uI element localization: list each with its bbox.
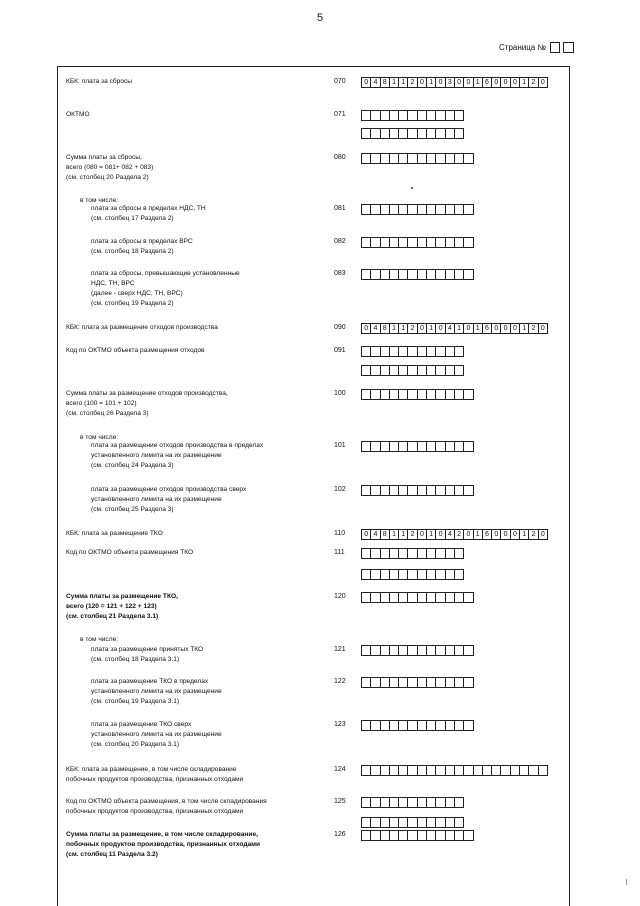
line-code: 100: [334, 390, 346, 397]
digit-cell[interactable]: 1: [426, 529, 436, 540]
field-label-line: всего (100 = 101 + 102): [66, 400, 137, 407]
field-label-line: плата за размещение отходов производства в пределах: [91, 442, 264, 449]
field-label: [91, 485, 246, 515]
field-label-line: плата за размещение отходов производства сверх: [91, 486, 247, 493]
line-code: 071: [334, 111, 346, 118]
field-label: [91, 204, 206, 224]
page-cell[interactable]: [550, 42, 560, 53]
field-label-line: КБК: плата за размещение, в том числе складирование: [66, 766, 237, 773]
scan-mark: [626, 879, 627, 885]
digit-cell[interactable]: 8: [380, 323, 390, 334]
digit-cell[interactable]: 0: [510, 323, 520, 334]
field-label-line: установленного лимита на их размещение: [91, 452, 222, 459]
field-label-line: побочных продуктов производства, признанных отходами: [66, 808, 244, 815]
digit-cell[interactable]: 4: [445, 529, 455, 540]
field-label-line: плата за сбросы в пределах ВРС: [91, 238, 193, 245]
digit-cell[interactable]: 4: [370, 77, 380, 88]
digit-cell[interactable]: 0: [538, 529, 548, 540]
field-label-line: плата за сбросы в пределах НДС, ТН: [91, 205, 206, 212]
digit-cells: [361, 592, 473, 603]
field-label-line: (см. столбец 25 Раздела 3): [91, 506, 174, 513]
line-code: 081: [334, 205, 346, 212]
digit-cell[interactable]: 0: [538, 323, 548, 334]
digit-cell[interactable]: [463, 269, 473, 280]
digit-cell[interactable]: [454, 817, 464, 828]
digit-cell[interactable]: [454, 110, 464, 121]
digit-cell[interactable]: 0: [417, 77, 427, 88]
field-label: [66, 548, 193, 558]
digit-cells-second: [361, 365, 463, 376]
digit-cell[interactable]: 8: [380, 77, 390, 88]
field-label-line: установленного лимита на их размещение: [91, 496, 222, 503]
digit-cell[interactable]: 0: [500, 77, 510, 88]
digit-cells: [361, 485, 473, 496]
digit-cells: [361, 346, 463, 357]
digit-cell[interactable]: [463, 720, 473, 731]
digit-cell[interactable]: 0: [491, 323, 501, 334]
field-label-line: КБК: плата за размещение отходов производства: [66, 324, 218, 331]
digit-cell[interactable]: 4: [445, 323, 455, 334]
digit-cell[interactable]: 3: [445, 77, 455, 88]
field-label-line: КБК: плата за сбросы: [66, 78, 133, 85]
field-label-line: Сумма платы за размещение, в том числе складирование,: [66, 831, 258, 838]
line-code: 110: [334, 530, 346, 537]
field-label: [66, 529, 163, 539]
digit-cell[interactable]: [463, 204, 473, 215]
digit-cell[interactable]: 1: [473, 529, 483, 540]
field-label: [66, 389, 228, 419]
field-label-line: Сумма платы за размещение отходов производства,: [66, 390, 228, 397]
digit-cell[interactable]: 0: [454, 77, 464, 88]
digit-cells: [361, 389, 473, 400]
digit-cell[interactable]: 2: [407, 529, 417, 540]
line-code: 124: [334, 766, 346, 773]
field-label: [66, 110, 90, 120]
field-label: [66, 797, 267, 817]
digit-cell[interactable]: 1: [398, 323, 408, 334]
field-label-line: Код по ОКТМО объекта размещения отходов: [66, 347, 205, 354]
digit-cell[interactable]: 0: [361, 77, 371, 88]
line-code: 080: [334, 154, 346, 161]
digit-cell[interactable]: 8: [380, 529, 390, 540]
field-label: [66, 765, 243, 785]
digit-cell[interactable]: 1: [398, 529, 408, 540]
line-code: 121: [334, 646, 346, 653]
field-label-line: побочных продуктов производства, признанных отходами: [66, 841, 261, 848]
field-label-line: в том числе:: [80, 434, 119, 441]
field-label-line: плата за сбросы, превышающие установленные: [91, 270, 240, 277]
line-code: 083: [334, 270, 346, 277]
field-label-line: ОКТМО: [66, 111, 90, 118]
line-code: 102: [334, 486, 346, 493]
digit-cell[interactable]: 2: [528, 529, 538, 540]
digit-cell[interactable]: 6: [482, 77, 492, 88]
field-label-line: (см. столбец 17 Раздела 2): [91, 215, 174, 222]
digit-cell[interactable]: 0: [417, 323, 427, 334]
digit-cell[interactable]: 0: [491, 77, 501, 88]
digit-cells: [361, 323, 547, 334]
digit-cell[interactable]: 0: [463, 529, 473, 540]
digit-cell[interactable]: [463, 441, 473, 452]
field-label-line: всего (080 = 081+ 082 + 083): [66, 164, 154, 171]
field-label-line: НДС, ТН, ВРС: [91, 280, 135, 287]
digit-cells: [361, 77, 547, 88]
line-code: 070: [334, 78, 346, 85]
field-label-line: плата за размещение ТКО сверх: [91, 721, 192, 728]
digit-cell[interactable]: [538, 765, 548, 776]
digit-cell[interactable]: 0: [463, 77, 473, 88]
field-label-line: установленного лимита на их размещение: [91, 688, 222, 695]
field-label-line: (см. столбец 18 Раздела 2): [91, 248, 174, 255]
digit-cell[interactable]: [463, 592, 473, 603]
field-label-line: (см. столбец 19 Раздела 3.1): [91, 698, 180, 705]
field-label: [91, 269, 240, 309]
field-label: [80, 635, 118, 645]
field-label: [66, 592, 178, 622]
digit-cell[interactable]: 0: [500, 323, 510, 334]
page-cell[interactable]: [563, 42, 573, 53]
field-label-line: всего (120 = 121 + 122 + 123): [66, 603, 157, 610]
field-label-line: установленного лимита на их размещение: [91, 731, 222, 738]
digit-cells: [361, 269, 473, 280]
line-code: 125: [334, 798, 346, 805]
digit-cells: [361, 720, 473, 731]
line-code: 090: [334, 324, 346, 331]
digit-cell[interactable]: 1: [426, 323, 436, 334]
digit-cell[interactable]: 1: [454, 323, 464, 334]
digit-cell[interactable]: 6: [482, 323, 492, 334]
field-label-line: Код по ОКТМО объекта размещения ТКО: [66, 549, 194, 556]
line-code: 082: [334, 238, 346, 245]
field-label-line: (далее - сверх НДС, ТН, ВРС): [91, 290, 183, 297]
field-label: [91, 720, 222, 750]
digit-cell[interactable]: [463, 153, 473, 164]
field-label-line: в том числе:: [80, 197, 119, 204]
digit-cell[interactable]: 1: [473, 323, 483, 334]
digit-cells: [361, 765, 547, 776]
field-label-line: плата за размещение ТКО в пределах: [91, 678, 209, 685]
digit-cell[interactable]: [463, 485, 473, 496]
digit-cells-second: [361, 817, 463, 828]
digit-cell[interactable]: [454, 548, 464, 559]
field-label-line: КБК: плата за размещение ТКО: [66, 530, 163, 537]
line-code: 126: [334, 831, 346, 838]
digit-cells: [361, 110, 463, 121]
page-field: [499, 42, 573, 53]
digit-cells-second: [361, 569, 463, 580]
digit-cell[interactable]: 0: [538, 77, 548, 88]
digit-cell[interactable]: 1: [473, 77, 483, 88]
digit-cell[interactable]: 1: [389, 529, 399, 540]
digit-cell[interactable]: [463, 645, 473, 656]
field-label-line: (см. столбец 20 Раздела 2): [66, 174, 149, 181]
digit-cell[interactable]: 0: [435, 529, 445, 540]
digit-cells: [361, 529, 547, 540]
field-label-line: Код по ОКТМО объекта размещения, в том числе складирования: [66, 798, 267, 805]
field-label: [66, 830, 260, 860]
digit-cell[interactable]: [454, 797, 464, 808]
field-label: [91, 645, 203, 665]
digit-cell[interactable]: 0: [435, 323, 445, 334]
digit-cell[interactable]: 1: [519, 323, 529, 334]
page-label: Страница №: [499, 43, 547, 52]
digit-cell[interactable]: 6: [482, 529, 492, 540]
line-code: 123: [334, 721, 346, 728]
field-label: [66, 77, 132, 87]
digit-cell[interactable]: 0: [361, 529, 371, 540]
digit-cell[interactable]: 0: [435, 77, 445, 88]
digit-cells: [361, 441, 473, 452]
line-code: 120: [334, 593, 346, 600]
field-label-line: Сумма платы за сбросы,: [66, 154, 142, 161]
digit-cells: [361, 677, 473, 688]
field-label: [66, 323, 218, 333]
digit-cell[interactable]: 1: [519, 77, 529, 88]
field-label-line: побочных продуктов производства, признанных отходами: [66, 776, 244, 783]
digit-cell[interactable]: 1: [426, 77, 436, 88]
digit-cell[interactable]: 0: [510, 529, 520, 540]
field-label-line: (см. столбец 19 Раздела 2): [91, 300, 174, 307]
digit-cell[interactable]: [454, 365, 464, 376]
field-label-line: (см. столбец 18 Раздела 3.1): [91, 656, 180, 663]
digit-cell[interactable]: 1: [398, 77, 408, 88]
digit-cell[interactable]: [463, 830, 473, 841]
field-label-line: (см. столбец 26 Раздела 3): [66, 410, 149, 417]
field-label-line: (см. столбец 24 Раздела 3): [91, 462, 174, 469]
digit-cell[interactable]: [463, 677, 473, 688]
digit-cells: [361, 645, 473, 656]
digit-cell[interactable]: 1: [389, 323, 399, 334]
digit-cell[interactable]: 0: [417, 529, 427, 540]
digit-cells: [361, 153, 473, 164]
digit-cells: [361, 830, 473, 841]
page-number: 5: [316, 12, 324, 24]
digit-cell[interactable]: 0: [500, 529, 510, 540]
field-label: [66, 153, 153, 183]
digit-cells-second: [361, 128, 463, 139]
field-label-line: в том числе:: [80, 636, 119, 643]
digit-cells: [361, 204, 473, 215]
field-label: [91, 677, 222, 707]
digit-cell[interactable]: 1: [519, 529, 529, 540]
digit-cell[interactable]: 1: [389, 77, 399, 88]
digit-cells: [361, 237, 473, 248]
digit-cells: [361, 548, 463, 559]
field-label-line: (см. столбец 20 Раздела 3.1): [91, 741, 180, 748]
digit-cell[interactable]: 0: [491, 529, 501, 540]
field-label: [91, 237, 193, 257]
digit-cell[interactable]: 2: [454, 529, 464, 540]
field-label-line: плата за размещение принятых ТКО: [91, 646, 204, 653]
digit-cell[interactable]: [463, 237, 473, 248]
digit-cell[interactable]: [463, 389, 473, 400]
field-label: [66, 346, 205, 356]
digit-cell[interactable]: 0: [463, 323, 473, 334]
digit-cell[interactable]: 2: [407, 77, 417, 88]
line-code: 122: [334, 678, 346, 685]
digit-cell[interactable]: 2: [407, 323, 417, 334]
digit-cell[interactable]: [454, 346, 464, 357]
digit-cell[interactable]: 4: [370, 529, 380, 540]
digit-cell[interactable]: [454, 128, 464, 139]
line-code: 091: [334, 347, 346, 354]
digit-cell[interactable]: 0: [510, 77, 520, 88]
field-label-line: (см. столбец 11 Раздела 3.2): [66, 851, 158, 858]
line-code: 111: [334, 549, 345, 556]
digit-cell[interactable]: 0: [361, 323, 371, 334]
digit-cell[interactable]: [454, 569, 464, 580]
field-label-line: Сумма платы за размещение ТКО,: [66, 593, 178, 600]
field-label: [91, 441, 263, 471]
digit-cell[interactable]: 2: [528, 323, 538, 334]
digit-cell[interactable]: 4: [370, 323, 380, 334]
field-label-line: (см. столбец 21 Раздела 3.1): [66, 613, 159, 620]
scan-speck: [411, 187, 413, 189]
digit-cell[interactable]: 2: [528, 77, 538, 88]
digit-cells: [361, 797, 463, 808]
line-code: 101: [334, 442, 346, 449]
